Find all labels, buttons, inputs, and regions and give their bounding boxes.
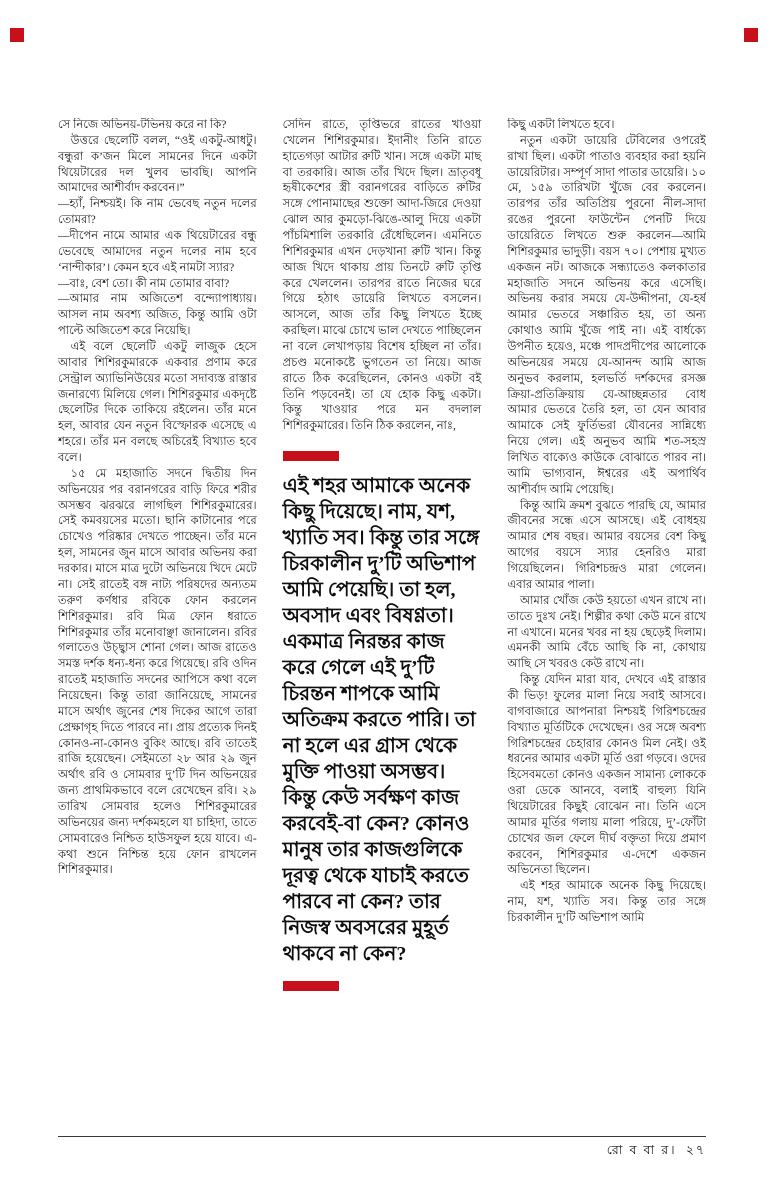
- magazine-name: রো ব বা র।: [606, 1143, 677, 1157]
- footer-page-label: [58, 1142, 706, 1162]
- paragraph: ১৫ মে মহাজাতি সদনে দ্বিতীয় দিন অভিনয়ের পর বরানগরের বাড়ি ফিরে শরীর অসম্ভব ঝরঝরে লাগছিল শিশিরকুমারের। সেই কমবয়সের মতো। ছানি কাটানোর পরে চোখেও পরিষ্কার দেখতে পাচ্ছেন। তাঁর মনে হল, সামনের জুন মাসে আবার অভিনয় করা দরকার। মাসে মাত্র দুটো অভিনয়ে খিদে মেটে না। সেই রাতেই বঙ্গ নাট্য পরিষদের অন্যতম তরুণ কর্ণধার রবিকে ফোন করলেন শিশিরকুমার। রবি মিত্র ফোন ধরাতে শিশিরকুমার তাঁর মনোবাঞ্ছা জানালেন। রবির গলাতেও উচ্ছ্বাস শোনা গেল। আজ রাতেও সমস্ত দর্শক ধন্য-ধন্য করে গিয়েছে। রবি ওদিন রাতেই মহাজাতি সদনের আপিসে কথা বলে নিয়েছেন। কিন্তু তারা জানিয়েছে, সামনের মাসে অর্থাৎ জুনের শেষ দিকের আগে তারা প্রেক্ষাগৃহ দিতে পারবে না। প্রায় প্রত্যেক দিনই কোনও-না-কোনও বুকিং আছে। রবি তাতেই রাজি হয়েছেন। সেইমতো ২৮ আর ২৯ জুন অর্থাৎ রবি ও সোমবার দু’টি দিন অভিনয়ের জন্য প্রাথমিকভাবে বলে রেখেছেন রবি। ২৯ তারিখ সোমবার হলেও শিশিরকুমারের অভিনয়ের জন্য দর্শকমহলে যা চাহিদা, তাতে সোমবারেও নিশ্চিত হাউসফুল হয়ে যাবে। এ-কথা শুনে নিশ্চিন্ত হয়ে ফোন রাখলেন শিশিরকুমার।: [58, 467, 257, 877]
- paragraph: —আমার নাম অজিতেশ বন্দ্যোপাধ্যায়। আসল নাম অবশ্য অজিত, কিন্তু আমি ওটা পাল্টে অজিতেশ করে নিয়েছি।: [58, 293, 257, 338]
- article-columns: [58, 118, 706, 1127]
- paragraph: —হ্যাঁ, নিশ্চয়ই। কি নাম ভেবেছ নতুন দলের তোমরা?: [58, 198, 257, 227]
- column-2-text: [283, 118, 482, 435]
- paragraph: —বাঃ, বেশ তো। কী নাম তোমার বাবা?: [58, 277, 230, 290]
- paragraph: আমার খোঁজ কেউ হয়তো এখন রাখে না। তাতে দুঃখ নেই। শিল্পীর কথা কেউ মনে রাখে না এখানে। মনের খবর না হয় ছেড়েই দিলাম। এমনকী আমি বেঁচে আছি কি না, কোথায় আছি সে খবরও কেউ রাখে না।: [507, 594, 706, 671]
- paragraph: —দীপেন নামে আমার এক থিয়েটারের বন্ধু ভেবেছে আমাদের নতুন দলের নাম হবে ‘নান্দীকার’। কেমন হবে এই নামটা স্যার?: [58, 230, 257, 274]
- pull-quote: [283, 451, 482, 991]
- paragraph: এই শহর আমাকে অনেক কিছু দিয়েছে। নাম, যশ, খ্যাতি সব। কিন্তু তার সঙ্গে চিরকালীন দু’টি অভিশাপ আমি: [507, 880, 706, 924]
- quote-bottom-bar: [283, 981, 339, 991]
- footer-rule: [58, 1136, 706, 1137]
- column-3: [507, 118, 706, 1127]
- pull-quote-text: এই শহর আমাকে অনেক কিছু দিয়েছে। নাম, যশ, খ্যাতি সব। কিন্তু তার সঙ্গে চিরকালীন দু’টি অভিশাপ আমি পেয়েছি। তা হল, অবসাদ এবং বিষণ্ণতা। একমাত্র নিরন্তর কাজ করে গেলে এই দু’টি চিরন্তন শাপকে আমি অতিক্রম করতে পারি। তা না হলে এর গ্রাস থেকে মুক্তি পাওয়া অসম্ভব। কিন্তু কেউ সর্বক্ষণ কাজ করবেই-বা কেন? কোনও মানুষ তার কাজগুলিকে দূরত্ব থেকে যাচাই করতে পারবে না কেন? তার নিজস্ব অবসরের মুহূর্ত থাকবে না কেন?: [282, 475, 480, 966]
- paragraph: নতুন একটা ডায়েরি টেবিলের ওপরেই রাখা ছিল। একটা পাতাও ব্যবহার করা হয়নি ডায়েরিটার। সম্পূর্ণ সাদা পাতার ডায়েরি। ১০ মে, ১৫৯ তারিখটা খুঁজে বের করলেন। তারপর তাঁর অতিপ্রিয় পুরনো নীল-সাদা রঙের পুরনো ফাউন্টেন পেনটি দিয়ে ডায়েরিতে লিখতে শুরু করলেন—আমি শিশিরকুমার ভাদুড়ী। বয়স ৭০। পেশায় মুখ্যত একজন নট। আজকে সন্ধ্যাতেও কলকাতার মহাজাতি সদনে অভিনয় করে এসেছি। অভিনয় করার সময়ে যে-উদ্দীপনা, যে-হর্ষ আমার ভেতরে সঞ্চারিত হয়, তা অন্য কোথাও আমি খুঁজে পাই না। এই বার্ধক্যে উপনীত হয়েও, মঞ্চে পাদপ্রদীপের আলোকে অভিনয়ের সময়ে যে-আনন্দ আমি আজ অনুভব করলাম, হলভর্তি দর্শকদের রসজ্ঞ ক্রিয়া-প্রতিক্রিয়ায় যে-আচ্ছন্নতার বোধ আমার ভেতরে তৈরি হল, তা যেন আবার আমাকে সেই ফুর্তিভরা যৌবনের সান্নিধ্যে নিয়ে গেল। এই অনুভব আমি শত-সহস্র লিখিত বাক্যেও কাউকে বোঝাতে পারব না। আমি ভাগ্যবান, ঈশ্বরের এই অপার্থিব আশীর্বাদ আমি পেয়েছি।: [507, 134, 706, 496]
- red-corner-mark-right: [744, 28, 758, 42]
- paragraph: কিছু একটা লিখতে হবে।: [507, 119, 615, 131]
- paragraph: সেদিন রাতে, তৃপ্তিভরে রাতের খাওয়া খেলেন শিশিরকুমার। ইদানীং তিনি রাতে হাতেগড়া আটার রুটি খান। সঙ্গে একটা মাছ বা তরকারি। আজ তাঁর খিদে ছিল। ভ্রাতৃবধূ হৃষীকেশের স্ত্রী বরানগরের বাড়িতে রুটির সঙ্গে পোনামাছের শুক্তো আদা-জিরে দেওয়া ঝোল আর কুমড়ো-ঝিঙে-আলু দিয়ে একটা পাঁচমিশালি তরকারি রেঁধেছিলেন। এমনিতে শিশিরকুমার এখন দেড়খানা রুটি খান। কিন্তু আজ খিদে থাকায় প্রায় তিনটে রুটি তৃপ্তি করে খেললেন। তারপর রাতে নিজের ঘরে গিয়ে হঠাৎ ডায়েরি লিখতে বসলেন। আসলে, আজ তাঁর কিছু লিখতে ইচ্ছে করছিল। মাঝে চোখে ভাল দেখতে পাচ্ছিলেন না বলে লেখাপড়ায় বিশেষ হচ্ছিল না তাঁর। প্রচণ্ড মনোকষ্টে ভুগতেন তা নিয়ে। আজ রাতে ঠিক করেছিলেন, কোনও একটা বই তিনি পড়বেনই। তা যে হোক কিছু একটা। কিন্তু খাওয়ার পরে মন বদলাল শিশিরকুমারের। তিনি ঠিক করলেন, নাঃ,: [282, 119, 482, 433]
- column-1: [58, 118, 257, 1127]
- paragraph: সে নিজে অভিনয়-টভিনয় করে না কি?: [58, 119, 227, 131]
- page-number: ২৭: [685, 1143, 706, 1157]
- page-footer: [58, 1136, 706, 1162]
- paragraph: কিন্তু আমি ক্রমশ বুঝতে পারছি যে, আমার জীবনের সন্ধে এসে আসছে। এই বোধহয় আমার শেষ বছর। আমার বয়সের বেশ কিছু আগের বয়সে স্যার হেনরিও মারা গিয়েছিলেন। গিরিশচন্দ্রও মারা গেলেন। এবার আমার পালা।: [507, 499, 706, 591]
- paragraph: এই বলে ছেলেটি একটু লাজুক হেসে আবার শিশিরকুমারকে একবার প্রণাম করে সেন্ট্রাল অ্যাভিনিউয়ের মতো সদাব্যস্ত রাস্তার জনারণ্যে মিলিয়ে গেল। শিশিরকুমার একদৃষ্টে ছেলেটির দিকে তাকিয়ে রইলেন। তাঁর মনে হল, আবার যেন নতুন বিস্ফোরক এসেছে এ শহরে। তাঁর মন বলছে অচিরেই বিখ্যাত হবে বলে।: [58, 341, 257, 465]
- paragraph: উত্তরে ছেলেটি বলল, “ওই একটু-আধটু। বন্ধুরা ক’জন মিলে সামনের দিনে একটা থিয়েটারের দল খুলব ভাবছি। আপনি আমাদের আশীর্বাদ করবেন।”: [58, 134, 257, 195]
- paragraph: কিন্তু যেদিন মারা যাব, দেখবে এই রাস্তার কী ভিড়! ফুলের মালা নিয়ে সবাই আসবে। বাগবাজারে আপনারা নিশ্চয়ই গিরিশচন্দ্রের বিখ্যাত মূর্তিটিকে দেখেছেন। ওর সঙ্গে অবশ্য গিরিশচন্দ্রের চেহারার কোনও মিল নেই। ওই ধরনের আমার একটা মূর্তি ওরা গড়বে। ওদের হিসেবমতো কোনও একজন সামান্য লোককে ওরা ডেকে আনবে, বলাই বাহুল্য যিনি থিয়েটারের কিছুই বোঝেন না। তিনি এসে আমার মূর্তির গলায় মালা পরিয়ে, দু’-ফোঁটা চোখের জল ফেলে দীর্ঘ বক্তৃতা দিয়ে প্রমাণ করবেন, শিশিরকুমার এ-দেশে একজন অভিনেতা ছিলেন।: [507, 674, 706, 877]
- quote-top-bar: [283, 451, 339, 461]
- column-2: [283, 118, 482, 1127]
- red-corner-mark-left: [10, 28, 24, 42]
